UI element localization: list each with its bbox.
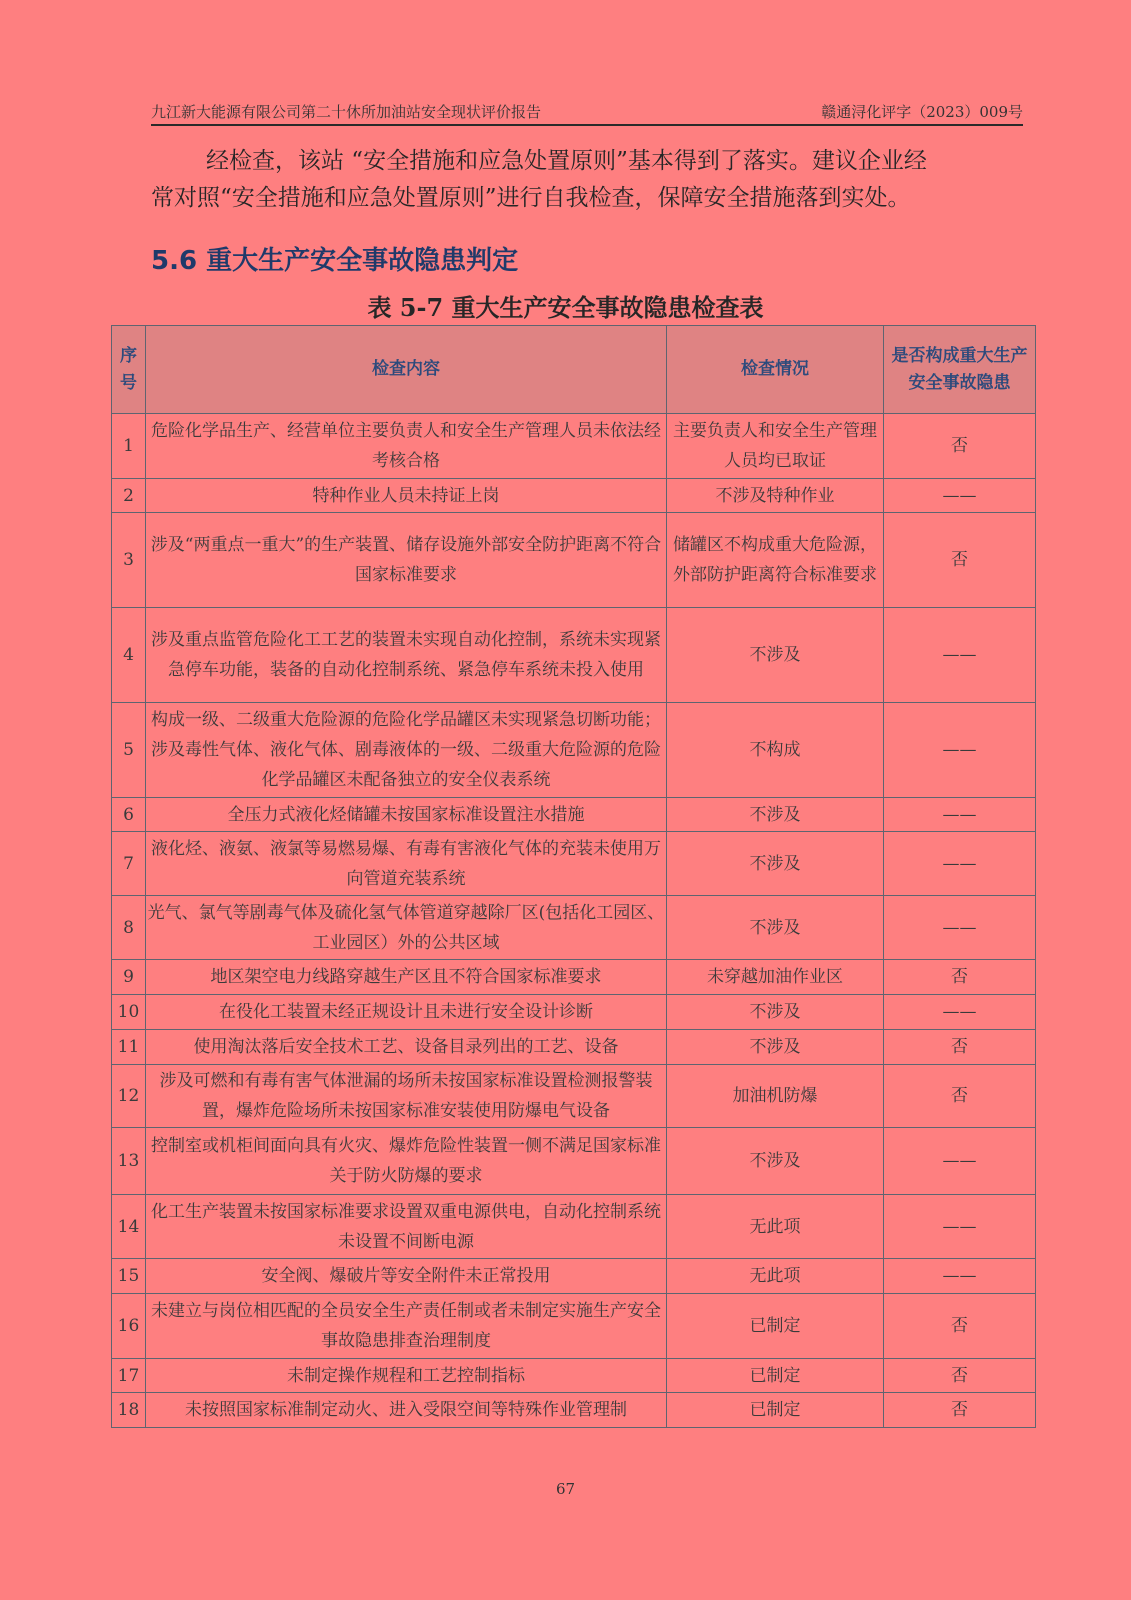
row-no: 13	[112, 1128, 146, 1195]
row-status: 不涉及	[667, 832, 884, 896]
row-content: 在役化工装置未经正规设计且未进行安全设计诊断	[146, 995, 667, 1030]
table-row	[112, 1393, 1036, 1428]
row-no: 16	[112, 1294, 146, 1359]
row-result: ——	[884, 608, 1036, 703]
row-no: 4	[112, 608, 146, 703]
row-result: ——	[884, 1195, 1036, 1259]
row-content: 地区架空电力线路穿越生产区且不符合国家标准要求	[146, 960, 667, 995]
table-row	[112, 1195, 1036, 1259]
header-content: 检查内容	[146, 326, 667, 414]
row-no: 15	[112, 1259, 146, 1294]
row-no: 3	[112, 513, 146, 608]
row-no: 17	[112, 1359, 146, 1393]
row-status: 不涉及	[667, 1128, 884, 1195]
row-no: 10	[112, 995, 146, 1030]
row-content: 涉及重点监管危险化工工艺的装置未实现自动化控制，系统未实现紧急停车功能，装备的自动化控制系统、紧急停车系统未投入使用	[146, 608, 667, 703]
table-header-row	[112, 326, 1036, 414]
row-content: 未建立与岗位相匹配的全员安全生产责任制或者未制定实施生产安全事故隐患排查治理制度	[146, 1294, 667, 1359]
row-result: 否	[884, 1359, 1036, 1393]
table-row	[112, 414, 1036, 479]
row-content: 全压力式液化烃储罐未按国家标准设置注水措施	[146, 798, 667, 832]
body-paragraph	[151, 143, 1023, 217]
row-no: 18	[112, 1393, 146, 1428]
row-status: 不涉及	[667, 608, 884, 703]
row-status: 已制定	[667, 1393, 884, 1428]
table-row	[112, 896, 1036, 960]
row-no: 1	[112, 414, 146, 479]
row-result: ——	[884, 896, 1036, 960]
row-result: 否	[884, 1393, 1036, 1428]
page-header	[151, 98, 1023, 126]
row-content: 控制室或机柜间面向具有火灾、爆炸危险性装置一侧不满足国家标准关于防火防爆的要求	[146, 1128, 667, 1195]
row-result: ——	[884, 703, 1036, 798]
row-no: 14	[112, 1195, 146, 1259]
row-content: 涉及可燃和有毒有害气体泄漏的场所未按国家标准设置检测报警装置，爆炸危险场所未按国家标准安装使用防爆电气设备	[146, 1065, 667, 1128]
row-no: 5	[112, 703, 146, 798]
row-status: 不构成	[667, 703, 884, 798]
table-row	[112, 1030, 1036, 1065]
table-row	[112, 1128, 1036, 1195]
row-no: 6	[112, 798, 146, 832]
row-no: 11	[112, 1030, 146, 1065]
row-status: 不涉及	[667, 1030, 884, 1065]
table-row	[112, 608, 1036, 703]
row-result: 否	[884, 414, 1036, 479]
row-status: 不涉及	[667, 995, 884, 1030]
row-status: 不涉及特种作业	[667, 479, 884, 513]
row-result: ——	[884, 832, 1036, 896]
row-status: 储罐区不构成重大危险源，外部防护距离符合标准要求	[667, 513, 884, 608]
row-result: ——	[884, 1128, 1036, 1195]
row-status: 主要负责人和安全生产管理人员均已取证	[667, 414, 884, 479]
row-content: 光气、氯气等剧毒气体及硫化氢气体管道穿越除厂区(包括化工园区、工业园区）外的公共区域	[146, 896, 667, 960]
row-content: 化工生产装置未按国家标准要求设置双重电源供电，自动化控制系统未设置不间断电源	[146, 1195, 667, 1259]
row-status: 加油机防爆	[667, 1065, 884, 1128]
row-no: 12	[112, 1065, 146, 1128]
table-row	[112, 1065, 1036, 1128]
row-status: 无此项	[667, 1195, 884, 1259]
row-content: 未制定操作规程和工艺控制指标	[146, 1359, 667, 1393]
row-result: ——	[884, 995, 1036, 1030]
table-row	[112, 1294, 1036, 1359]
row-content: 涉及“两重点一重大”的生产装置、储存设施外部安全防护距离不符合国家标准要求	[146, 513, 667, 608]
row-status: 未穿越加油作业区	[667, 960, 884, 995]
row-no: 7	[112, 832, 146, 896]
row-content: 未按照国家标准制定动火、进入受限空间等特殊作业管理制	[146, 1393, 667, 1428]
row-status: 已制定	[667, 1359, 884, 1393]
row-result: 否	[884, 1030, 1036, 1065]
row-result: 否	[884, 960, 1036, 995]
row-result: 否	[884, 1065, 1036, 1128]
row-result: 否	[884, 1294, 1036, 1359]
header-status: 检查情况	[667, 326, 884, 414]
header-result: 是否构成重大生产安全事故隐患	[884, 326, 1036, 414]
hazard-check-table	[111, 325, 1036, 1428]
row-content: 危险化学品生产、经营单位主要负责人和安全生产管理人员未依法经考核合格	[146, 414, 667, 479]
row-content: 液化烃、液氨、液氯等易燃易爆、有毒有害液化气体的充装未使用万向管道充装系统	[146, 832, 667, 896]
row-content: 构成一级、二级重大危险源的危险化学品罐区未实现紧急切断功能；涉及毒性气体、液化气体、剧毒液体的一级、二级重大危险源的危险化学品罐区未配备独立的安全仪表系统	[146, 703, 667, 798]
table-row	[112, 1259, 1036, 1294]
row-content: 使用淘汰落后安全技术工艺、设备目录列出的工艺、设备	[146, 1030, 667, 1065]
page-number: 67	[555, 1480, 576, 1498]
paragraph-line-2: 常对照“安全措施和应急处置原则”进行自我检查，保障安全措施落到实处。	[151, 185, 911, 211]
row-status: 已制定	[667, 1294, 884, 1359]
row-status: 不涉及	[667, 896, 884, 960]
row-no: 9	[112, 960, 146, 995]
row-result: ——	[884, 479, 1036, 513]
row-content: 特种作业人员未持证上岗	[146, 479, 667, 513]
row-result: ——	[884, 1259, 1036, 1294]
row-no: 8	[112, 896, 146, 960]
row-status: 不涉及	[667, 798, 884, 832]
row-status: 无此项	[667, 1259, 884, 1294]
table-row	[112, 479, 1036, 513]
row-no: 2	[112, 479, 146, 513]
table-row	[112, 1359, 1036, 1393]
table-row	[112, 960, 1036, 995]
row-result: ——	[884, 798, 1036, 832]
table-title: 表 5-7 重大生产安全事故隐患检查表	[367, 293, 764, 322]
table-row	[112, 798, 1036, 832]
header-report-number: 赣通浔化评字（2023）009号	[821, 103, 1023, 121]
header-report-title: 九江新大能源有限公司第二十休所加油站安全现状评价报告	[151, 103, 542, 121]
section-title: 5.6 重大生产安全事故隐患判定	[151, 246, 519, 276]
paragraph-line-1: 经检查，该站 “安全措施和应急处置原则”基本得到了落实。建议企业经	[206, 148, 927, 174]
table-row	[112, 703, 1036, 798]
table-row	[112, 995, 1036, 1030]
table-row	[112, 513, 1036, 608]
row-result: 否	[884, 513, 1036, 608]
row-content: 安全阀、爆破片等安全附件未正常投用	[146, 1259, 667, 1294]
table-row	[112, 832, 1036, 896]
header-no: 序号	[112, 326, 146, 414]
